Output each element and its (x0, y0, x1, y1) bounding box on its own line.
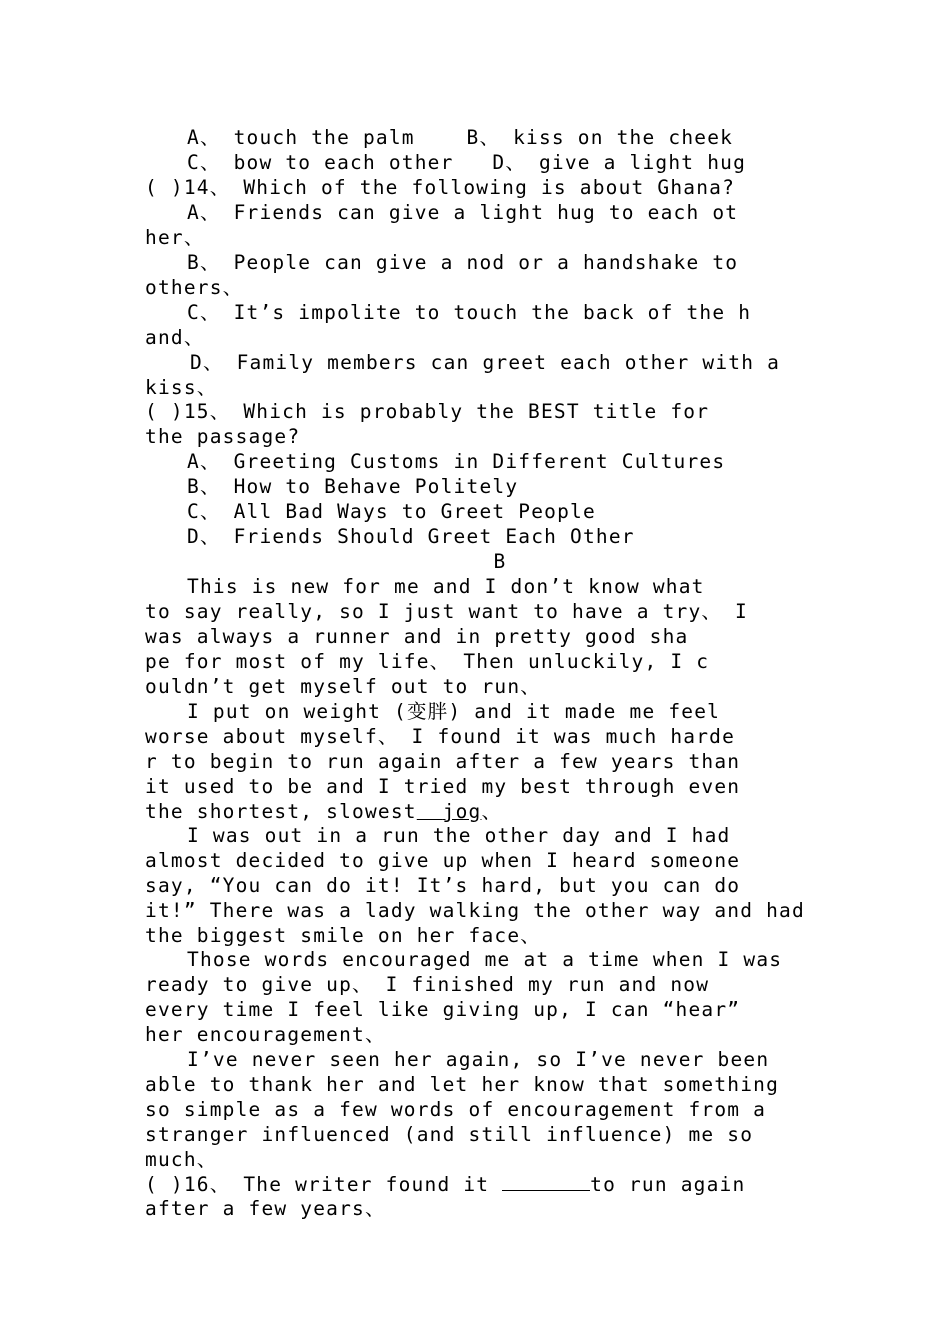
passage-line: was always a runner and in pretty good sha (145, 625, 689, 648)
q14-stem: ( )14、 Which of the following is about Ghana? (145, 176, 736, 199)
q16-stem-line-2: after a few years、 (145, 1197, 386, 1220)
q14-option-b-line-2: others、 (145, 276, 244, 299)
passage-line: her encouragement、 (145, 1023, 386, 1046)
passage-line: ouldn’t get myself out to run、 (145, 675, 541, 698)
q14-option-c-line-2: and、 (145, 326, 205, 349)
passage-line: ready to give up、 I finished my run and now (145, 973, 710, 996)
q15-stem-line-2: the passage? (145, 425, 301, 448)
passage-line: say, “You can do it! It’s hard, but you can do (145, 874, 741, 897)
q15-option-d: D、 Friends Should Greet Each Other (187, 525, 635, 548)
passage-line: stranger influenced (and still influence) me so (145, 1123, 754, 1146)
q13-option-b: B、 kiss on the cheek (466, 126, 734, 149)
passage-line: much、 (145, 1148, 218, 1171)
q13-option-row-2 (187, 151, 746, 175)
q14-option-d-line-2: kiss、 (145, 376, 218, 399)
q14-option-d-line-1: D、 Family members can greet each other with a (190, 351, 781, 374)
passage-line: almost decided to give up when I heard someone (145, 849, 741, 872)
passage-line: Those words encouraged me at a time when I was (187, 948, 783, 971)
passage-line: the biggest smile on her face、 (145, 924, 541, 947)
passage-line: I put on weight (变胖) and it made me feel (187, 700, 721, 723)
passage-line: every time I feel like giving up, I can “hear” (145, 998, 741, 1021)
q13-option-c: C、 bow to each other (187, 151, 454, 174)
passage-line: able to thank her and let her know that something (145, 1073, 780, 1096)
q15-option-b: B、 How to Behave Politely (187, 475, 519, 498)
passage-line: so simple as a few words of encouragement from a (145, 1098, 767, 1121)
passage-line: to say really, so I just want to have a try、 I (145, 600, 748, 623)
q14-option-c-line-1: C、 It’s impolite to touch the back of the h (187, 301, 752, 324)
passage-line: r to begin to run again after a few years than (145, 750, 741, 773)
underlined-word-jog: jog (442, 800, 482, 823)
passage-line: the shortest, slowest jog、 (145, 800, 503, 823)
q13-option-d: D、 give a light hug (492, 151, 747, 174)
passage-line: pe for most of my life、 Then unluckily, I c (145, 650, 710, 673)
passage-line: This is new for me and I don’t know what (187, 575, 705, 598)
q15-option-c: C、 All Bad Ways to Greet People (187, 500, 596, 523)
q16-stem-suffix: to run again (590, 1173, 746, 1196)
q13-option-a: A、 touch the palm (187, 126, 415, 149)
passage-line: worse about myself、 I found it was much harde (145, 725, 736, 748)
passage-line: it used to be and I tried my best through even (145, 775, 741, 798)
q16-stem-prefix: ( )16、 The writer found it (145, 1173, 490, 1196)
q14-option-a-line-2: her、 (145, 226, 205, 249)
q13-option-row-1 (187, 126, 733, 150)
q16-stem-line-1 (145, 1172, 745, 1197)
passage-line: I’ve never seen her again, so I’ve never been (187, 1048, 770, 1071)
answer-blank (502, 1172, 590, 1191)
passage-line: I was out in a run the other day and I had (187, 824, 731, 847)
passage-line: it!” There was a lady walking the other way and had (145, 899, 805, 922)
section-b-title: B (493, 550, 507, 573)
passage-text: the shortest, slowest (145, 800, 417, 823)
q14-option-a-line-1: A、 Friends can give a light hug to each ot (187, 201, 739, 224)
q15-option-a: A、 Greeting Customs in Different Cultures (187, 450, 726, 473)
q15-stem-line-1: ( )15、 Which is probably the BEST title for (145, 400, 710, 423)
q14-option-b-line-1: B、 People can give a nod or a handshake to (187, 251, 739, 274)
